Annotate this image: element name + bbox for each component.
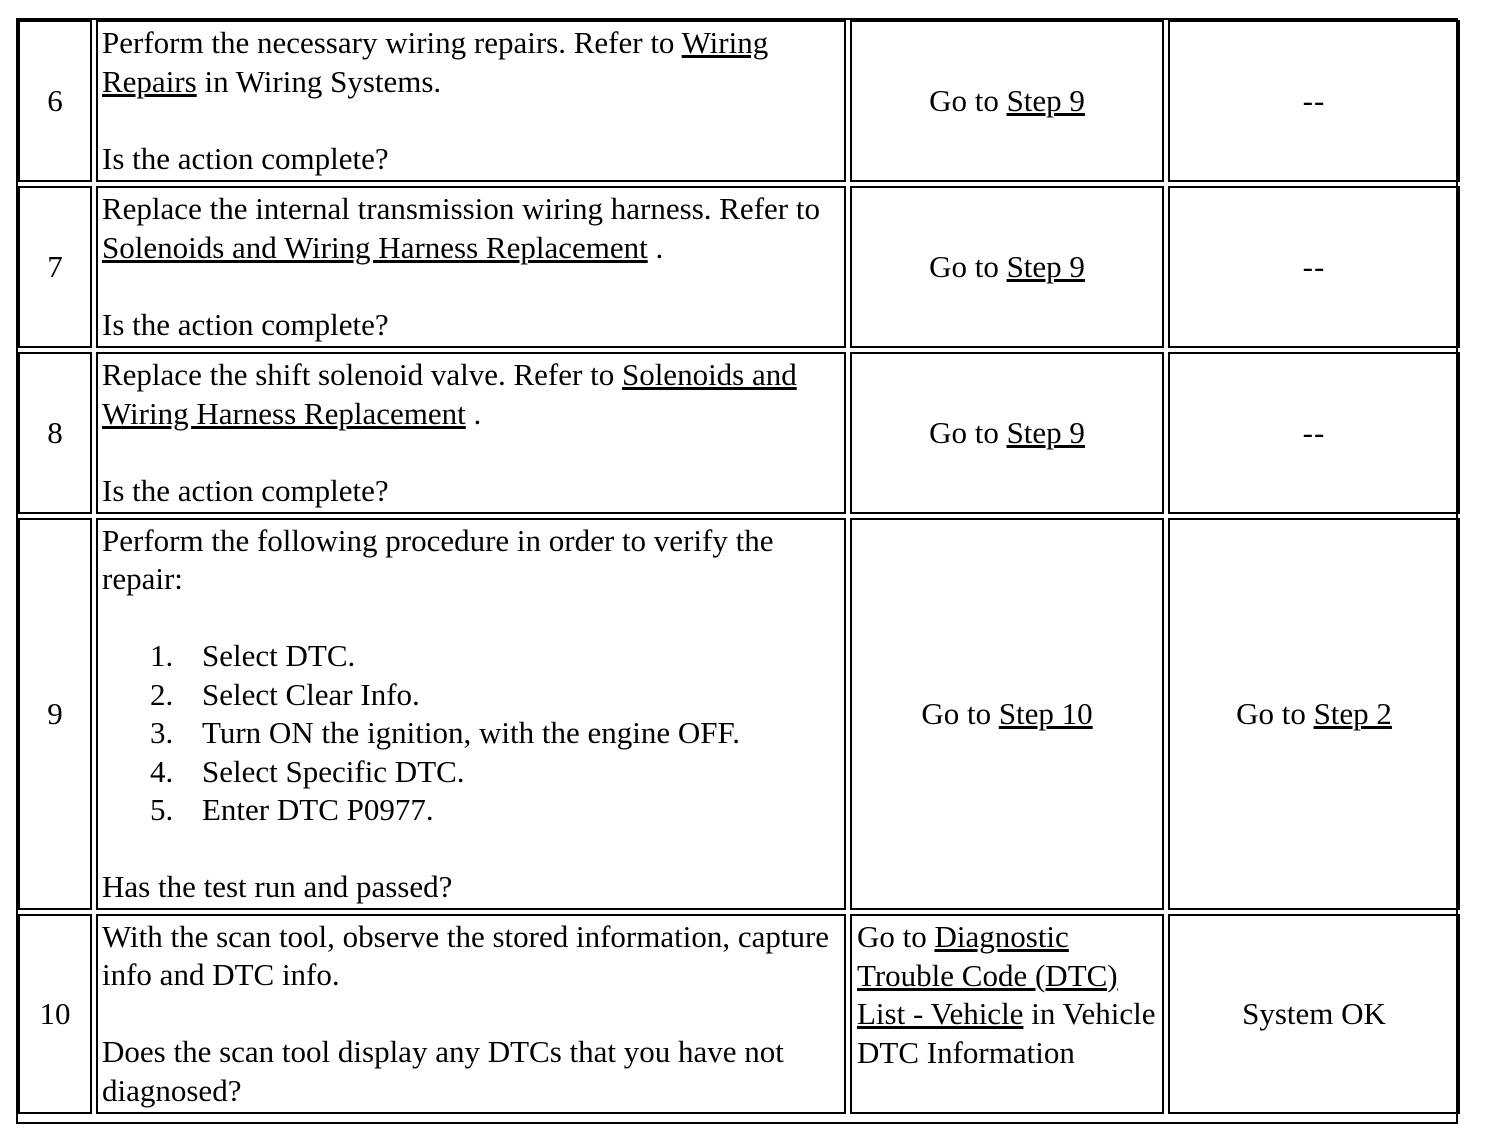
yes-prefix: Go to — [921, 695, 999, 731]
step-number: 10 — [18, 914, 92, 1114]
step-number: 6 — [18, 20, 92, 182]
no-result — [1168, 186, 1460, 348]
no-value: System OK — [1242, 995, 1386, 1031]
table-row — [18, 352, 1460, 514]
solenoids-harness-replacement-link[interactable]: Solenoids and Wiring Harness Replacement — [102, 229, 648, 265]
yes-result — [850, 352, 1164, 514]
no-value: -- — [1302, 82, 1326, 118]
step-action — [96, 518, 846, 910]
no-result — [1168, 352, 1460, 514]
action-text: Perform the following procedure in order to verify the repair: — [102, 522, 774, 596]
step-action — [96, 914, 846, 1114]
no-value: -- — [1302, 248, 1326, 284]
yes-result — [850, 914, 1164, 1114]
no-result — [1168, 518, 1460, 910]
table-row — [18, 186, 1460, 348]
table-row — [18, 20, 1460, 182]
list-item: 1. Select DTC. — [150, 638, 356, 673]
action-text-tail: . — [647, 229, 664, 265]
step-question: Is the action complete? — [102, 140, 389, 176]
procedure-list — [102, 637, 840, 830]
table-row — [18, 914, 1460, 1114]
list-item: 5. Enter DTC P0977. — [150, 792, 434, 827]
wiring-repairs-link[interactable]: Wiring Repairs — [102, 25, 769, 99]
yes-result — [850, 518, 1164, 910]
no-result — [1168, 20, 1460, 182]
step-action — [96, 352, 846, 514]
yes-result — [850, 186, 1164, 348]
step-question: Does the scan tool display any DTCs that you have not diagnosed? — [102, 1034, 784, 1108]
go-to-step-link[interactable]: Step 10 — [998, 695, 1093, 731]
no-value: -- — [1302, 414, 1326, 450]
list-item: 3. Turn ON the ignition, with the engine OFF. — [150, 715, 741, 750]
go-to-step-link[interactable]: Step 9 — [1006, 414, 1085, 450]
action-text-tail: . — [465, 395, 482, 431]
go-to-step-link[interactable]: Step 9 — [1006, 248, 1085, 284]
yes-prefix: Go to — [929, 248, 1007, 284]
action-text: Perform the necessary wiring repairs. Refer to — [102, 25, 682, 60]
step-number: 7 — [18, 186, 92, 348]
yes-prefix: Go to — [929, 82, 1007, 118]
go-to-step-link[interactable]: Step 2 — [1313, 695, 1392, 731]
step-question: Has the test run and passed? — [102, 869, 453, 904]
list-item: 2. Select Clear Info. — [150, 676, 420, 712]
no-prefix: Go to — [1236, 695, 1314, 731]
no-result — [1168, 914, 1460, 1114]
action-text: Replace the internal transmission wiring harness. Refer to — [102, 191, 820, 226]
step-number: 8 — [18, 352, 92, 514]
solenoids-harness-replacement-link[interactable]: Solenoids and Wiring Harness Replacement — [102, 357, 797, 431]
diagnostic-steps-table — [14, 16, 1464, 1118]
list-item: 4. Select Specific DTC. — [150, 753, 465, 789]
step-question: Is the action complete? — [102, 306, 389, 342]
yes-suffix: in Vehicle DTC Information — [857, 996, 1156, 1070]
step-action — [96, 186, 846, 348]
action-text: With the scan tool, observe the stored information, capture info and DTC info. — [102, 918, 830, 993]
yes-prefix: Go to — [929, 414, 1007, 450]
step-question: Is the action complete? — [102, 472, 389, 508]
yes-result — [850, 20, 1164, 182]
dtc-list-link[interactable]: Diagnostic Trouble Code (DTC) List - Vehicle — [857, 919, 1118, 1031]
table-row — [18, 518, 1460, 910]
go-to-step-link[interactable]: Step 9 — [1006, 82, 1085, 118]
action-text-tail: in Wiring Systems. — [196, 63, 442, 99]
step-action — [96, 20, 846, 182]
action-text: Replace the shift solenoid valve. Refer to — [102, 357, 622, 392]
step-number: 9 — [18, 518, 92, 910]
yes-prefix: Go to — [857, 919, 935, 954]
